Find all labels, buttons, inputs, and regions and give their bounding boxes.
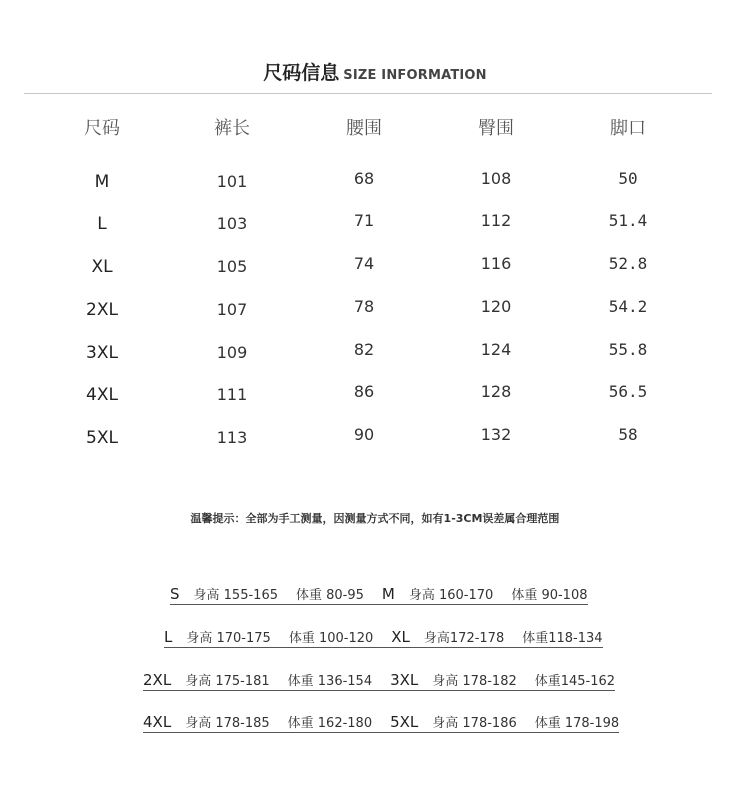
reference-weight: 体重 162-180 bbox=[287, 716, 373, 731]
waist-cell: 74 bbox=[353, 254, 375, 273]
title bbox=[0, 58, 750, 85]
reference-size: 4XL bbox=[143, 713, 172, 731]
length-cell: 107 bbox=[216, 300, 248, 319]
header-length: 裤长 bbox=[214, 118, 250, 139]
reference-weight: 体重 178-198 bbox=[534, 716, 620, 731]
reference-height: 身高 160-170 bbox=[408, 588, 494, 603]
hip-cell: 116 bbox=[480, 254, 512, 273]
reference-size: 3XL bbox=[390, 671, 419, 689]
length-cell: 111 bbox=[216, 385, 248, 404]
reference-size: 5XL bbox=[390, 713, 419, 731]
header-hip: 臀围 bbox=[478, 118, 514, 139]
reference-height: 身高 178-186 bbox=[432, 716, 517, 731]
reference-height: 身高 178-185 bbox=[185, 716, 270, 731]
reference-size: XL bbox=[391, 628, 410, 646]
hem-cell: 50 bbox=[618, 169, 638, 188]
hem-cell: 52.8 bbox=[608, 254, 648, 273]
size-cell: M bbox=[94, 172, 110, 192]
reference-weight: 体重 100-120 bbox=[288, 631, 374, 646]
size-cell: 4XL bbox=[86, 385, 118, 405]
hip-cell: 108 bbox=[480, 169, 512, 188]
reference-weight: 体重 80-95 bbox=[295, 588, 364, 603]
reference-row bbox=[170, 584, 588, 605]
waist-cell: 90 bbox=[353, 425, 375, 444]
reference-row bbox=[143, 712, 619, 733]
size-cell: 5XL bbox=[86, 428, 118, 448]
header-hem: 脚口 bbox=[610, 118, 646, 139]
reference-weight: 体重145-162 bbox=[534, 674, 616, 689]
length-cell: 103 bbox=[216, 214, 248, 233]
waist-cell: 68 bbox=[353, 169, 375, 188]
title-cn: 尺码信息 bbox=[263, 62, 340, 84]
reference-size: S bbox=[170, 585, 180, 603]
hem-cell: 51.4 bbox=[608, 211, 648, 230]
waist-cell: 78 bbox=[353, 297, 375, 316]
size-cell: 3XL bbox=[86, 343, 118, 363]
hem-cell: 54.2 bbox=[608, 297, 648, 316]
length-cell: 109 bbox=[216, 343, 248, 362]
reference-row bbox=[143, 670, 615, 691]
reference-size: M bbox=[381, 585, 395, 603]
header-size: 尺码 bbox=[84, 118, 120, 139]
reference-height: 身高 170-175 bbox=[186, 631, 271, 646]
size-cell: 2XL bbox=[86, 300, 118, 320]
title-divider bbox=[24, 93, 712, 94]
hip-cell: 112 bbox=[480, 211, 512, 230]
reference-height: 身高 175-181 bbox=[185, 674, 270, 689]
hip-cell: 128 bbox=[480, 382, 512, 401]
reference-row bbox=[164, 627, 603, 648]
hem-cell: 56.5 bbox=[608, 382, 648, 401]
hip-cell: 120 bbox=[480, 297, 512, 316]
reference-size: 2XL bbox=[143, 671, 172, 689]
reference-height: 身高 155-165 bbox=[193, 588, 278, 603]
length-cell: 105 bbox=[216, 257, 248, 276]
measurement-note: 温馨提示：全部为手工测量，因测量方式不同，如有1-3CM误差属合理范围 bbox=[190, 512, 560, 525]
reference-weight: 体重 136-154 bbox=[287, 674, 373, 689]
reference-weight: 体重118-134 bbox=[522, 631, 603, 646]
size-cell: L bbox=[97, 214, 107, 234]
length-cell: 101 bbox=[216, 172, 248, 191]
waist-cell: 82 bbox=[353, 340, 375, 359]
size-cell: XL bbox=[91, 257, 113, 277]
hem-cell: 55.8 bbox=[608, 340, 648, 359]
header-waist: 腰围 bbox=[346, 118, 382, 139]
reference-height: 身高172-178 bbox=[423, 631, 505, 646]
hip-cell: 132 bbox=[480, 425, 512, 444]
reference-weight: 体重 90-108 bbox=[511, 588, 588, 603]
length-cell: 113 bbox=[216, 428, 248, 447]
reference-height: 身高 178-182 bbox=[432, 674, 517, 689]
hip-cell: 124 bbox=[480, 340, 512, 359]
waist-cell: 86 bbox=[353, 382, 375, 401]
waist-cell: 71 bbox=[353, 211, 375, 230]
reference-size: L bbox=[164, 628, 173, 646]
hem-cell: 58 bbox=[618, 425, 638, 444]
title-en: SIZE INFORMATION bbox=[343, 68, 487, 83]
